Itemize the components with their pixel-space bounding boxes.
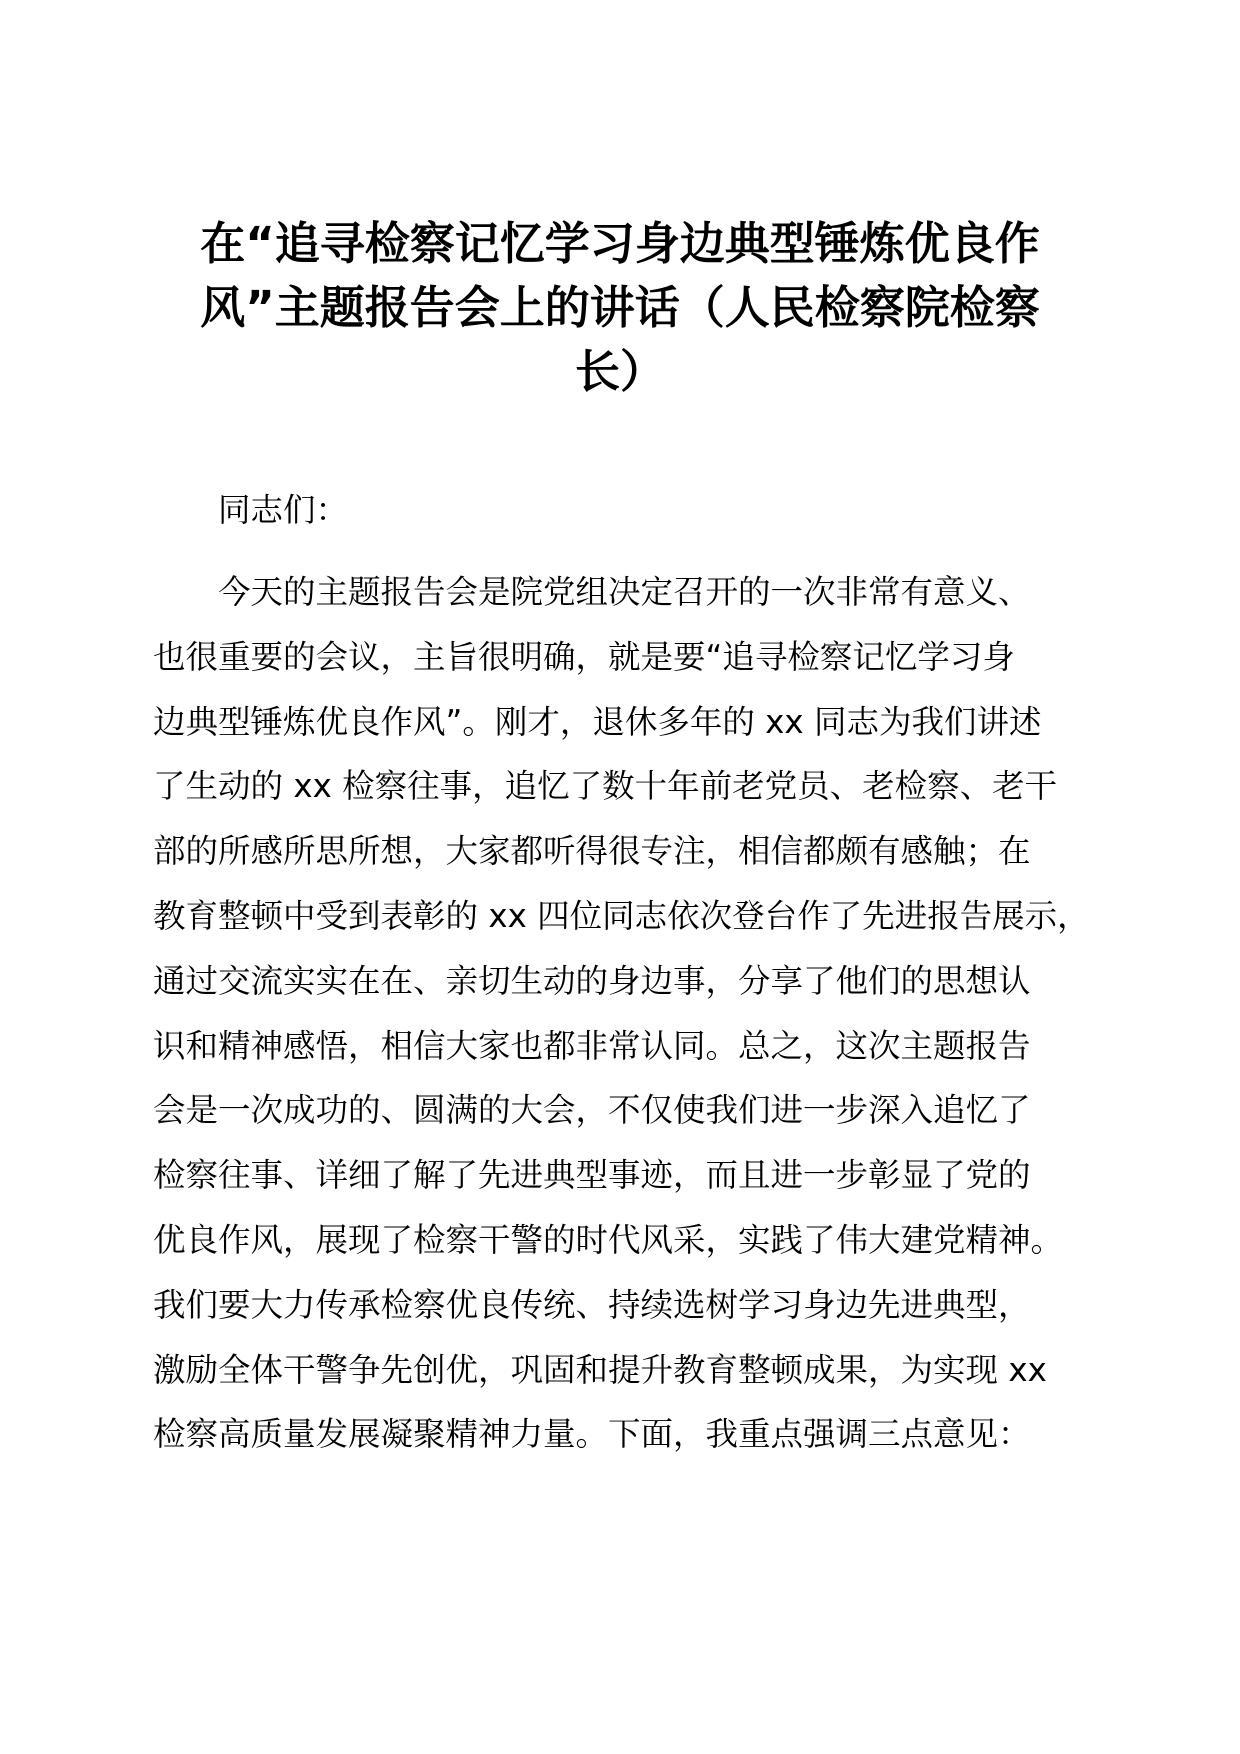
paragraph-line: 会是一次成功的、圆满的大会，不仅使我们进一步深入追忆了 bbox=[153, 1091, 1031, 1130]
document-title bbox=[170, 212, 1070, 404]
paragraph-line: 通过交流实实在在、亲切生动的身边事，分享了他们的思想认 bbox=[153, 961, 1031, 1000]
title-line: 风”主题报告会上的讲话（人民检察院检察 bbox=[200, 281, 1040, 334]
paragraph-line: 也很重要的会议，主旨很明确，就是要“追寻检察记忆学习身 bbox=[153, 637, 1015, 676]
paragraph-line: 边典型锤炼优良作风”。刚才，退休多年的 xx 同志为我们讲述 bbox=[153, 702, 1042, 741]
salutation: 同志们： bbox=[218, 491, 349, 529]
paragraph-line: 识和精神感悟，相信大家也都非常认同。总之，这次主题报告 bbox=[153, 1026, 1031, 1065]
paragraph-line: 我们要大力传承检察优良传统、持续选树学习身边先进典型， bbox=[153, 1285, 1031, 1324]
body-paragraph bbox=[153, 560, 1093, 1467]
paragraph-line: 了生动的 xx 检察往事，追忆了数十年前老党员、老检察、老干 bbox=[153, 767, 1058, 806]
title-line: 长） bbox=[574, 345, 665, 398]
paragraph-line: 检察往事、详细了解了先进典型事迹，而且进一步彰显了党的 bbox=[153, 1156, 1031, 1195]
paragraph-line: 激励全体干警争先创优，巩固和提升教育整顿成果，为实现 xx bbox=[153, 1350, 1047, 1389]
paragraph-line: 今天的主题报告会是院党组决定召开的一次非常有意义、 bbox=[218, 573, 1031, 611]
paragraph-line: 教育整顿中受到表彰的 xx 四位同志依次登台作了先进报告展示， bbox=[153, 896, 1090, 935]
paragraph-line: 优良作风，展现了检察干警的时代风采，实践了伟大建党精神。 bbox=[153, 1220, 1064, 1259]
title-line: 在“追寻检察记忆学习身边典型锤炼优良作 bbox=[200, 217, 1040, 270]
paragraph-line: 检察高质量发展凝聚精神力量。下面，我重点强调三点意见： bbox=[153, 1415, 1031, 1454]
paragraph-line: 部的所感所思所想，大家都听得很专注，相信都颇有感触；在 bbox=[153, 832, 1031, 871]
